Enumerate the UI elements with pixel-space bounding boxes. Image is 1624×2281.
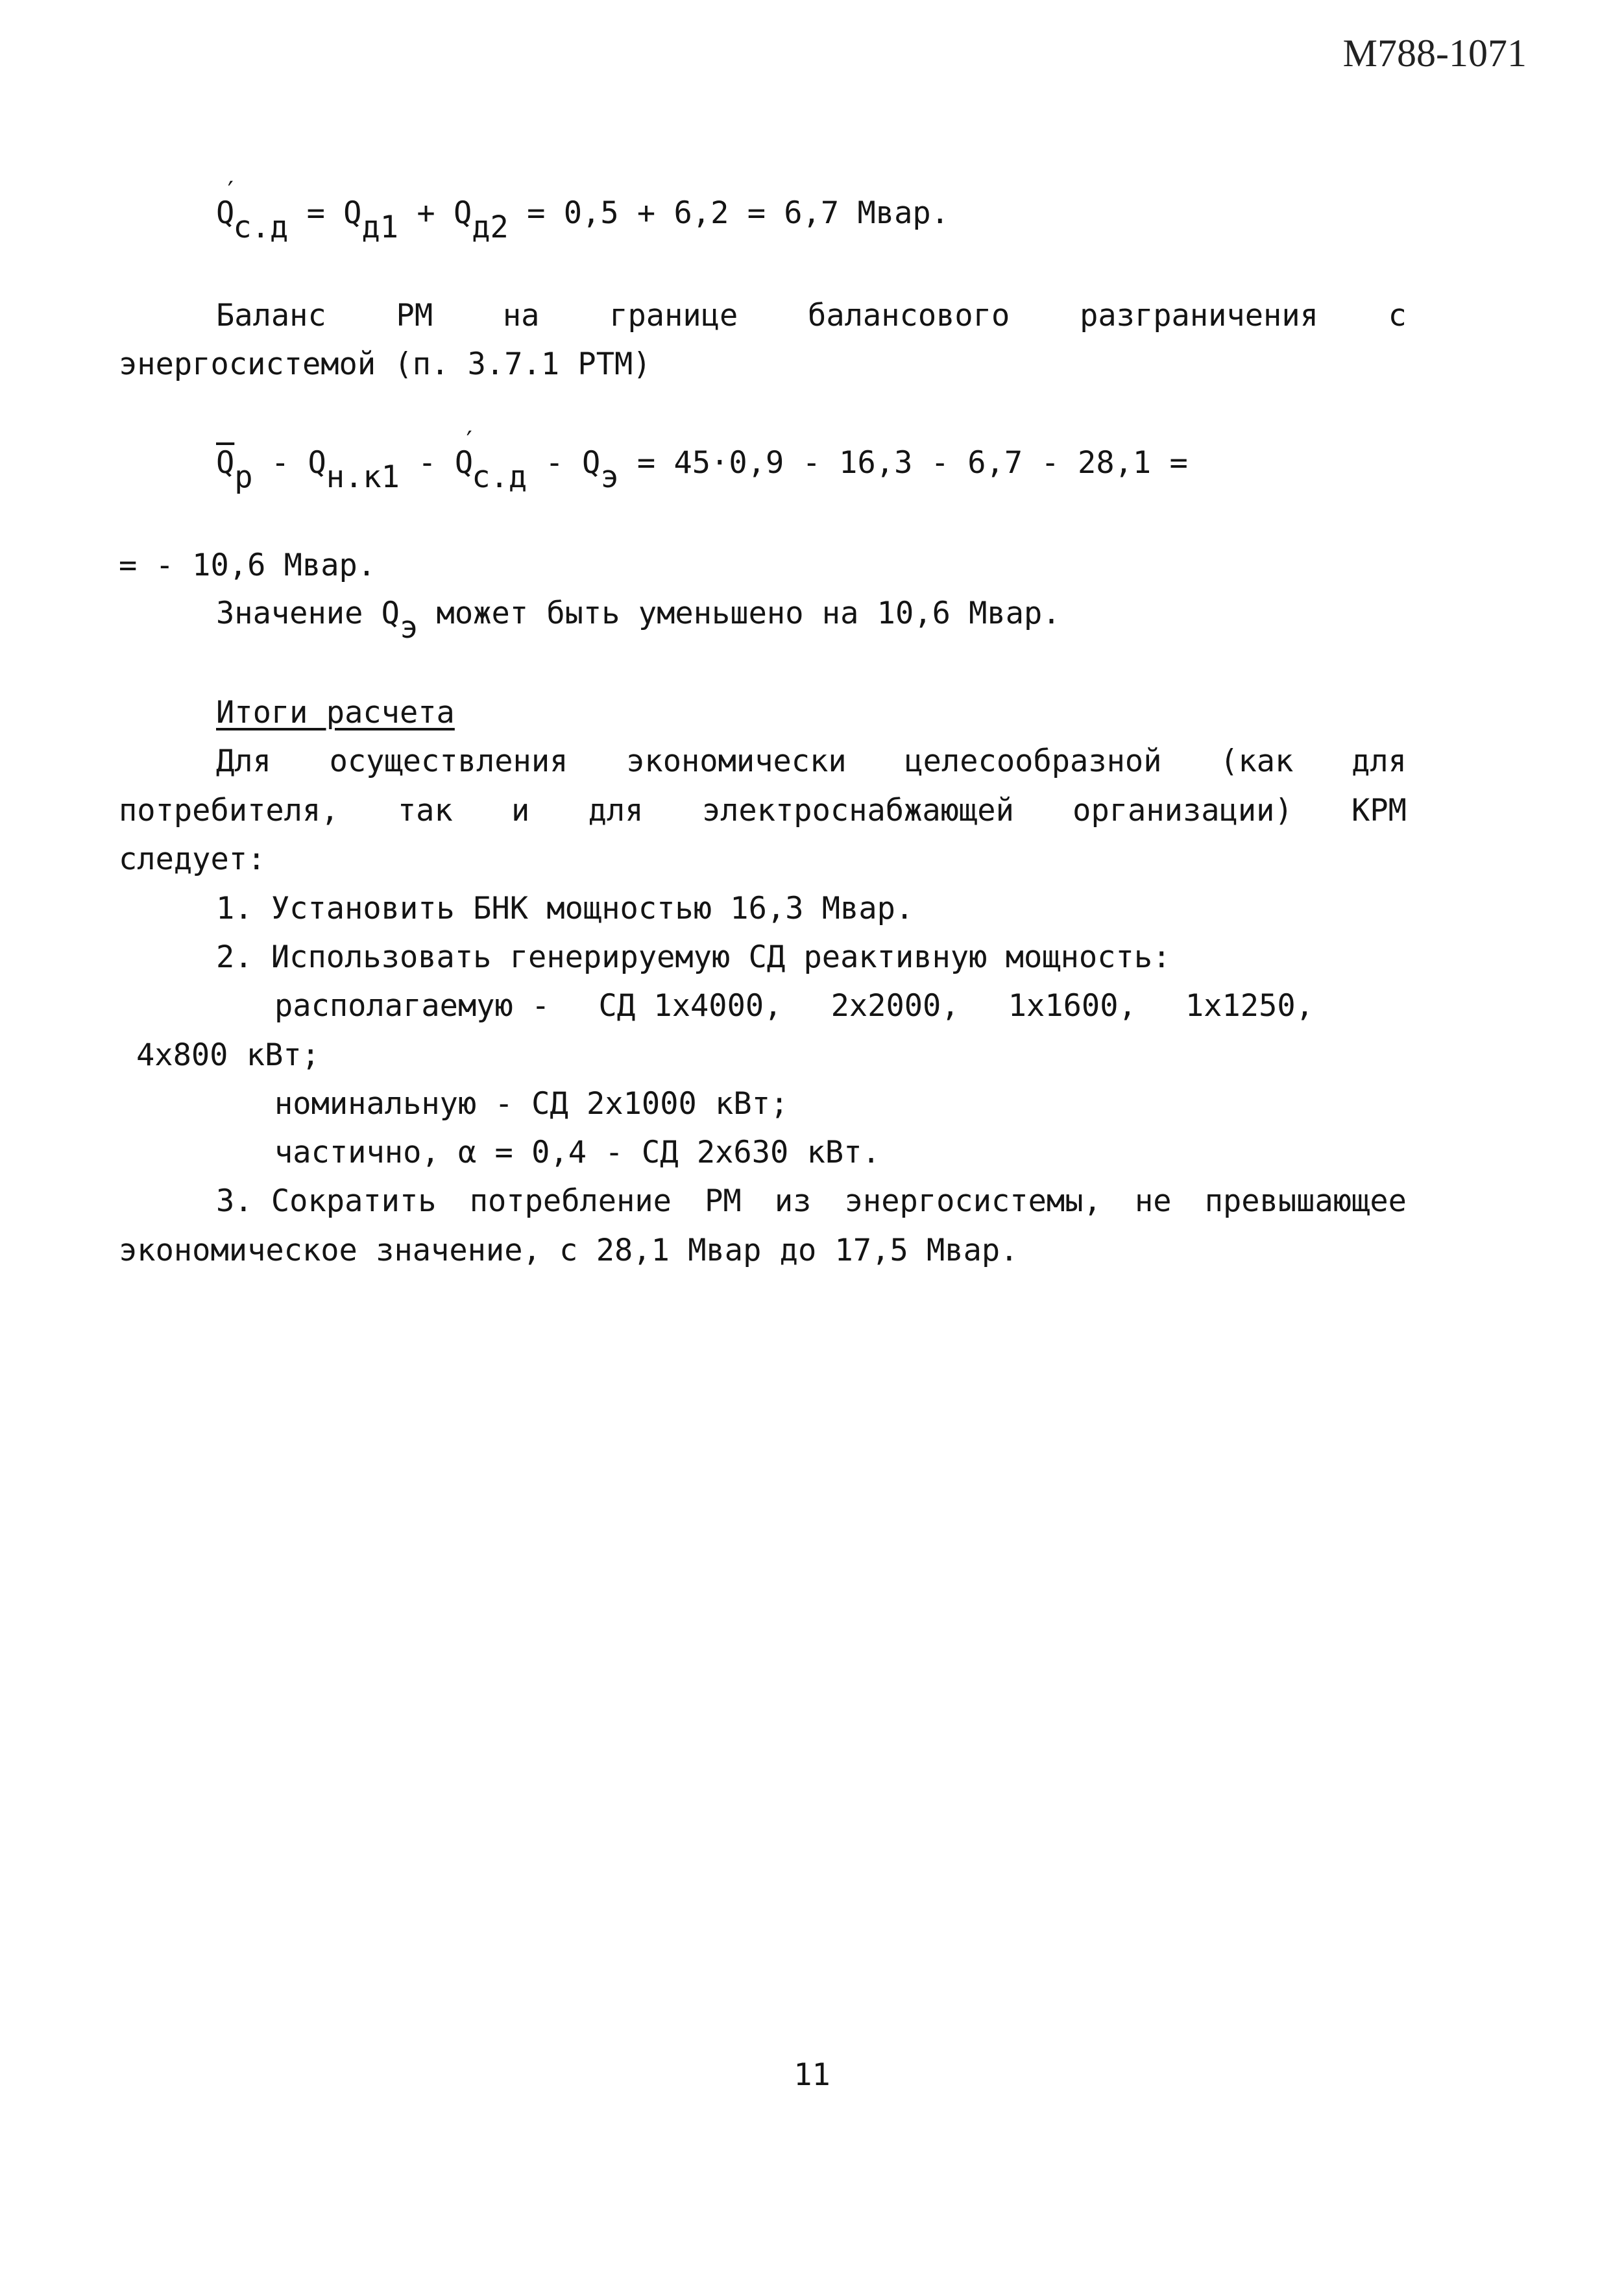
list-item-3-line-1 — [216, 1183, 1407, 1219]
intro-line-1 — [216, 743, 1407, 779]
word: электроснабжающей — [701, 793, 1014, 828]
word: границе — [609, 298, 738, 333]
word: располагаемую - — [274, 988, 550, 1024]
subscript: д1 — [361, 210, 399, 245]
formula-part: - Q — [399, 445, 474, 481]
word: КРМ — [1351, 793, 1407, 828]
subscript: р — [234, 459, 253, 495]
subscript: с.д — [233, 210, 289, 245]
word: из — [774, 1183, 812, 1219]
word: Для — [216, 743, 271, 779]
formula-part: + Q — [398, 195, 472, 231]
subscript: д2 — [472, 210, 509, 245]
word: балансового — [808, 298, 1010, 333]
formula-balance — [216, 426, 1188, 495]
list-item-1: 1. Установить БНК мощностью 16,3 Мвар. — [216, 891, 914, 926]
list-item-2-nominal: номинальную - СД 2х1000 кВт; — [274, 1086, 789, 1122]
formula-balance-result: = - 10,6 Мвар. — [119, 548, 376, 583]
word: СД 1х4000, — [598, 988, 782, 1024]
word: потребление — [469, 1183, 672, 1219]
subscript: э — [600, 459, 619, 495]
intro-line-2 — [119, 795, 1407, 826]
word: РМ — [396, 298, 433, 333]
word: 2х2000, — [830, 988, 960, 1024]
word: на — [502, 298, 540, 333]
formula-part: = 45·0,9 - 16,3 - 6,7 - 28,1 = — [618, 445, 1188, 481]
word: осуществления — [329, 743, 568, 779]
word: (как — [1220, 743, 1294, 779]
section-title: Итоги расчета — [216, 695, 455, 730]
note-text: Значение Q — [216, 596, 400, 631]
word: разграничения — [1080, 298, 1318, 333]
word: организации) — [1073, 793, 1293, 828]
word: экономически — [626, 743, 847, 779]
word: с — [1388, 298, 1407, 333]
prime-mark: ′ — [461, 426, 478, 456]
document-code: М788-1071 — [1342, 32, 1527, 75]
prime-mark: ′ — [223, 176, 239, 206]
list-item-2-partial: частично, α = 0,4 - СД 2х630 кВт. — [274, 1135, 880, 1170]
word: превышающее — [1204, 1183, 1407, 1219]
word: 1х1600, — [1008, 988, 1137, 1024]
word: для — [1351, 743, 1407, 779]
list-item-2-available — [274, 988, 1314, 1024]
intro-line-3: следует: — [119, 841, 266, 877]
word: 1х1250, — [1185, 988, 1314, 1024]
word: 3. Сократить — [216, 1183, 437, 1219]
note-text: может быть уменьшено на 10,6 Мвар. — [418, 596, 1061, 631]
formula-sd-total — [216, 176, 949, 245]
list-item-3-line-2: экономическое значение, с 28,1 Мвар до 17,5 Мвар. — [119, 1233, 1019, 1268]
formula-part: = Q — [288, 195, 362, 231]
subscript: э — [399, 610, 418, 646]
word: так — [397, 793, 453, 828]
word: Баланс — [216, 298, 326, 333]
balance-line-2: энергосистемой (п. 3.7.1 РТМ) — [119, 346, 651, 382]
word: энергосистемы, — [844, 1183, 1102, 1219]
page-number: 11 — [794, 2057, 830, 2093]
list-item-2-available-cont: 4х800 кВт; — [136, 1037, 320, 1073]
formula-part: - Q — [252, 445, 326, 481]
formula-part: = 0,5 + 6,2 = 6,7 Мвар. — [508, 195, 949, 231]
formula-symbol: Q — [216, 195, 235, 231]
word: потребителя, — [119, 793, 339, 828]
word: РМ — [705, 1183, 742, 1219]
word: для — [588, 793, 644, 828]
subscript: н.к1 — [326, 459, 400, 495]
list-item-2: 2. Использовать генерируемую СД реактивную мощность: — [216, 939, 1171, 975]
word: целесообразной — [904, 743, 1162, 779]
note-line — [216, 596, 1061, 646]
subscript: с.д — [472, 459, 527, 495]
word: и — [511, 793, 530, 828]
formula-part: - Q — [527, 445, 601, 481]
word: не — [1134, 1183, 1172, 1219]
formula-symbol: $\overline{Q}$ — [216, 445, 235, 481]
balance-line-1 — [216, 300, 1407, 331]
